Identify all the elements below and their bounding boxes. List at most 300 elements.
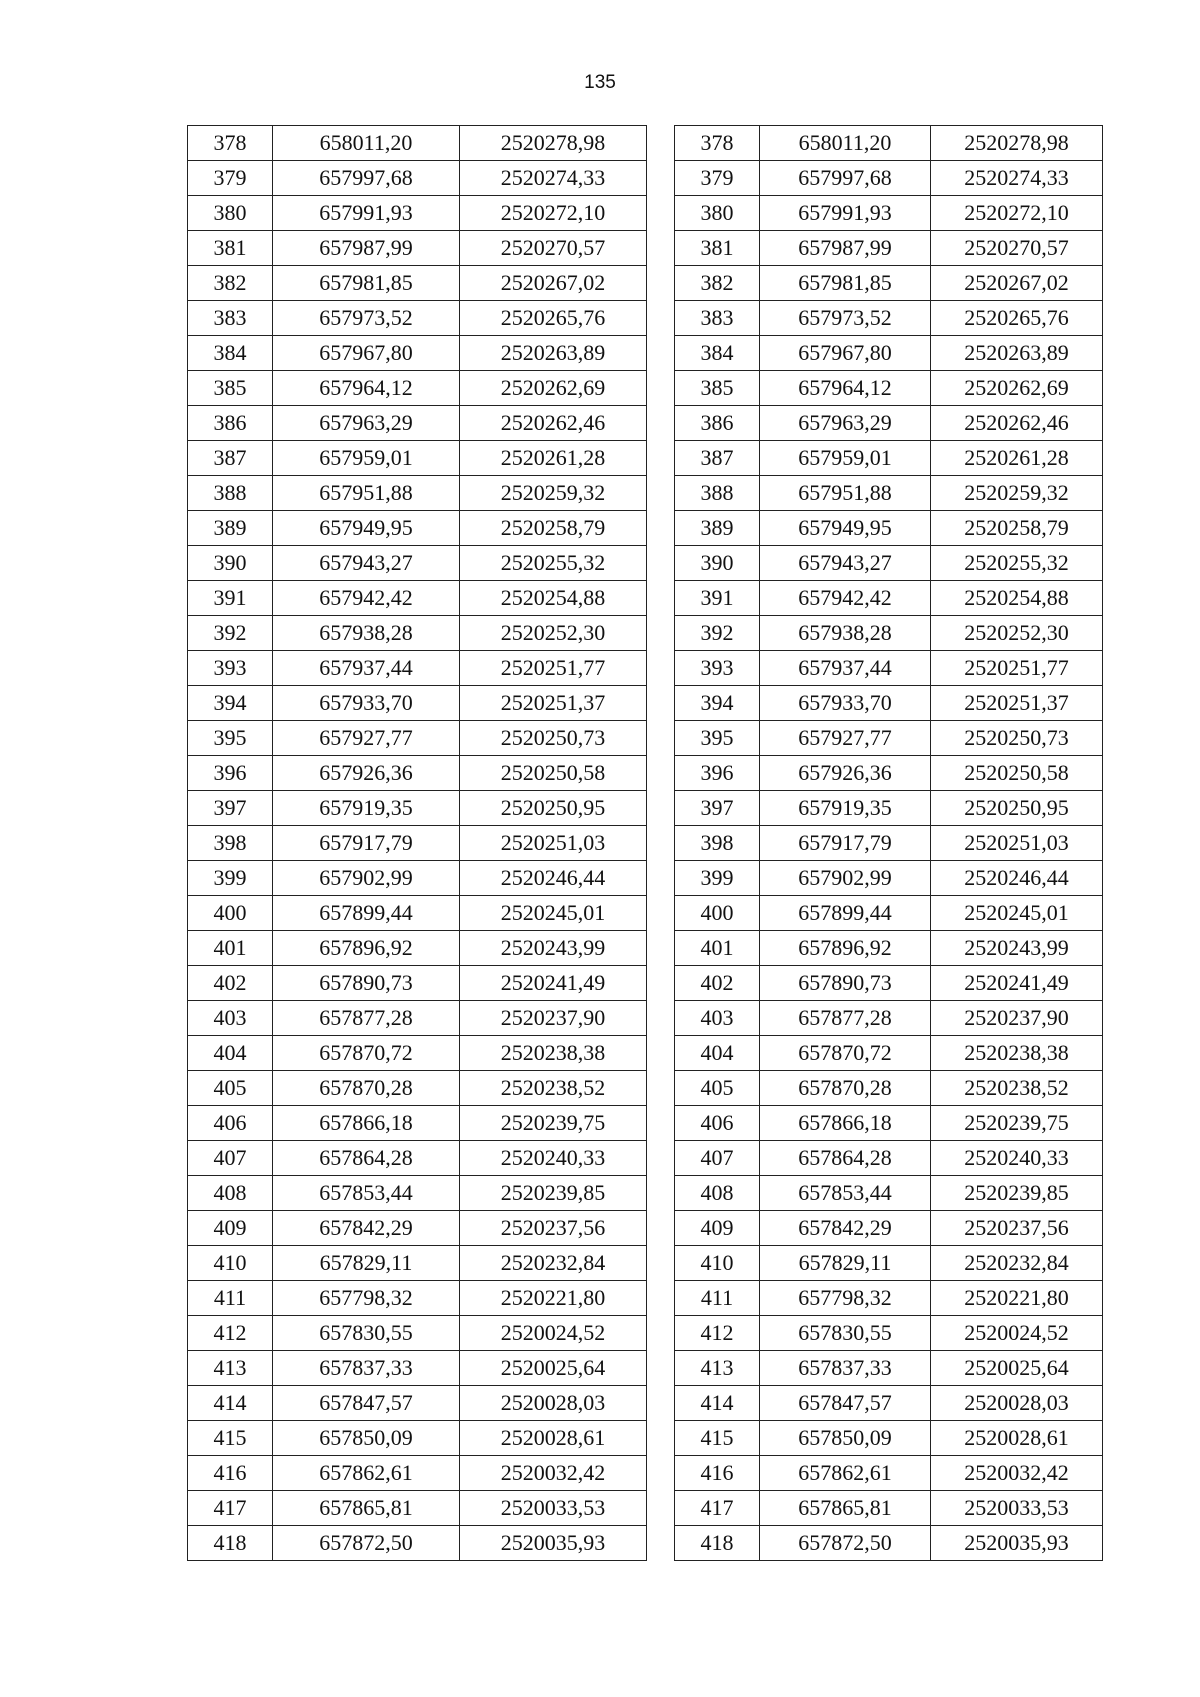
x-coordinate-cell: 657987,99 [273,231,460,266]
point-number-cell: 410 [675,1246,760,1281]
point-number-cell: 398 [188,826,273,861]
y-coordinate-cell: 2520241,49 [460,966,647,1001]
point-number-cell: 396 [675,756,760,791]
table-row [188,441,647,476]
point-number-cell: 413 [188,1351,273,1386]
x-coordinate-cell: 657937,44 [760,651,931,686]
y-coordinate-cell: 2520246,44 [460,861,647,896]
y-coordinate-cell: 2520033,53 [931,1491,1103,1526]
y-coordinate-cell: 2520258,79 [460,511,647,546]
y-coordinate-cell: 2520250,73 [931,721,1103,756]
table-row [188,161,647,196]
x-coordinate-cell: 657917,79 [273,826,460,861]
y-coordinate-cell: 2520240,33 [460,1141,647,1176]
table-row [675,1316,1103,1351]
x-coordinate-cell: 657870,28 [760,1071,931,1106]
point-number-cell: 417 [188,1491,273,1526]
table-row [675,196,1103,231]
point-number-cell: 417 [675,1491,760,1526]
y-coordinate-cell: 2520261,28 [460,441,647,476]
y-coordinate-cell: 2520251,37 [460,686,647,721]
point-number-cell: 380 [675,196,760,231]
point-number-cell: 411 [188,1281,273,1316]
table-row [675,581,1103,616]
y-coordinate-cell: 2520232,84 [931,1246,1103,1281]
x-coordinate-cell: 657997,68 [273,161,460,196]
x-coordinate-cell: 657896,92 [273,931,460,966]
y-coordinate-cell: 2520251,37 [931,686,1103,721]
y-coordinate-cell: 2520262,46 [460,406,647,441]
point-number-cell: 409 [188,1211,273,1246]
table-row [188,1456,647,1491]
table-row [675,441,1103,476]
table-row [188,1106,647,1141]
point-number-cell: 415 [188,1421,273,1456]
x-coordinate-cell: 657937,44 [273,651,460,686]
point-number-cell: 381 [675,231,760,266]
y-coordinate-cell: 2520237,56 [460,1211,647,1246]
table-row [188,1316,647,1351]
table-row [675,651,1103,686]
x-coordinate-cell: 657973,52 [273,301,460,336]
table-row [188,1421,647,1456]
x-coordinate-cell: 657870,28 [273,1071,460,1106]
x-coordinate-cell: 657926,36 [760,756,931,791]
point-number-cell: 387 [188,441,273,476]
y-coordinate-cell: 2520240,33 [931,1141,1103,1176]
point-number-cell: 415 [675,1421,760,1456]
x-coordinate-cell: 657933,70 [760,686,931,721]
y-coordinate-cell: 2520270,57 [931,231,1103,266]
y-coordinate-cell: 2520243,99 [931,931,1103,966]
y-coordinate-cell: 2520255,32 [931,546,1103,581]
y-coordinate-cell: 2520239,85 [931,1176,1103,1211]
table-row [675,1036,1103,1071]
point-number-cell: 414 [675,1386,760,1421]
y-coordinate-cell: 2520254,88 [931,581,1103,616]
table-row [675,1351,1103,1386]
point-number-cell: 386 [188,406,273,441]
point-number-cell: 382 [188,266,273,301]
table-row [188,1001,647,1036]
table-row [675,1386,1103,1421]
point-number-cell: 418 [188,1526,273,1561]
x-coordinate-cell: 657850,09 [273,1421,460,1456]
y-coordinate-cell: 2520238,52 [931,1071,1103,1106]
y-coordinate-cell: 2520033,53 [460,1491,647,1526]
table-row [675,126,1103,161]
table-row [675,826,1103,861]
table-row [188,896,647,931]
point-number-cell: 395 [675,721,760,756]
x-coordinate-cell: 657927,77 [273,721,460,756]
table-row [675,756,1103,791]
point-number-cell: 399 [675,861,760,896]
point-number-cell: 389 [188,511,273,546]
y-coordinate-cell: 2520259,32 [931,476,1103,511]
x-coordinate-cell: 657847,57 [760,1386,931,1421]
x-coordinate-cell: 657870,72 [760,1036,931,1071]
x-coordinate-cell: 657967,80 [760,336,931,371]
table-row [675,511,1103,546]
point-number-cell: 402 [675,966,760,1001]
y-coordinate-cell: 2520278,98 [931,126,1103,161]
table-row [675,1491,1103,1526]
y-coordinate-cell: 2520221,80 [460,1281,647,1316]
x-coordinate-cell: 657951,88 [760,476,931,511]
x-coordinate-cell: 657798,32 [760,1281,931,1316]
point-number-cell: 388 [188,476,273,511]
y-coordinate-cell: 2520028,61 [931,1421,1103,1456]
x-coordinate-cell: 657943,27 [273,546,460,581]
x-coordinate-cell: 657919,35 [760,791,931,826]
x-coordinate-cell: 657829,11 [273,1246,460,1281]
point-number-cell: 387 [675,441,760,476]
x-coordinate-cell: 657890,73 [273,966,460,1001]
x-coordinate-cell: 657798,32 [273,1281,460,1316]
x-coordinate-cell: 657959,01 [760,441,931,476]
table-row [188,511,647,546]
point-number-cell: 403 [188,1001,273,1036]
table-row [188,861,647,896]
x-coordinate-cell: 657981,85 [273,266,460,301]
x-coordinate-cell: 657899,44 [273,896,460,931]
table-row [675,1456,1103,1491]
point-number-cell: 390 [188,546,273,581]
x-coordinate-cell: 657917,79 [760,826,931,861]
table-row [188,196,647,231]
table-row [188,266,647,301]
x-coordinate-cell: 657991,93 [760,196,931,231]
y-coordinate-cell: 2520258,79 [931,511,1103,546]
x-coordinate-cell: 658011,20 [760,126,931,161]
point-number-cell: 404 [188,1036,273,1071]
table-row [188,1281,647,1316]
y-coordinate-cell: 2520221,80 [931,1281,1103,1316]
x-coordinate-cell: 657949,95 [760,511,931,546]
x-coordinate-cell: 657938,28 [273,616,460,651]
table-row [675,1071,1103,1106]
point-number-cell: 378 [188,126,273,161]
x-coordinate-cell: 657938,28 [760,616,931,651]
point-number-cell: 399 [188,861,273,896]
y-coordinate-cell: 2520237,56 [931,1211,1103,1246]
y-coordinate-cell: 2520238,38 [931,1036,1103,1071]
y-coordinate-cell: 2520250,95 [460,791,647,826]
table-row [188,1211,647,1246]
table-row [675,1141,1103,1176]
point-number-cell: 405 [675,1071,760,1106]
table-row [188,826,647,861]
table-row [675,1246,1103,1281]
point-number-cell: 409 [675,1211,760,1246]
y-coordinate-cell: 2520239,75 [460,1106,647,1141]
point-number-cell: 390 [675,546,760,581]
x-coordinate-cell: 657872,50 [760,1526,931,1561]
point-number-cell: 394 [675,686,760,721]
x-coordinate-cell: 657942,42 [273,581,460,616]
point-number-cell: 392 [675,616,760,651]
y-coordinate-cell: 2520239,75 [931,1106,1103,1141]
table-row [188,1246,647,1281]
y-coordinate-cell: 2520262,69 [931,371,1103,406]
y-coordinate-cell: 2520024,52 [460,1316,647,1351]
x-coordinate-cell: 657959,01 [273,441,460,476]
y-coordinate-cell: 2520261,28 [931,441,1103,476]
y-coordinate-cell: 2520035,93 [931,1526,1103,1561]
x-coordinate-cell: 657864,28 [760,1141,931,1176]
y-coordinate-cell: 2520254,88 [460,581,647,616]
x-coordinate-cell: 657926,36 [273,756,460,791]
y-coordinate-cell: 2520025,64 [931,1351,1103,1386]
y-coordinate-cell: 2520241,49 [931,966,1103,1001]
point-number-cell: 379 [675,161,760,196]
y-coordinate-cell: 2520032,42 [460,1456,647,1491]
point-number-cell: 383 [675,301,760,336]
x-coordinate-cell: 657942,42 [760,581,931,616]
y-coordinate-cell: 2520028,03 [460,1386,647,1421]
x-coordinate-cell: 657949,95 [273,511,460,546]
table-row [188,371,647,406]
y-coordinate-cell: 2520250,73 [460,721,647,756]
table-row [675,931,1103,966]
point-number-cell: 400 [675,896,760,931]
table-row [188,931,647,966]
x-coordinate-cell: 657964,12 [760,371,931,406]
y-coordinate-cell: 2520028,03 [931,1386,1103,1421]
table-row [675,546,1103,581]
x-coordinate-cell: 657991,93 [273,196,460,231]
point-number-cell: 391 [188,581,273,616]
point-number-cell: 392 [188,616,273,651]
y-coordinate-cell: 2520267,02 [460,266,647,301]
point-number-cell: 379 [188,161,273,196]
x-coordinate-cell: 657919,35 [273,791,460,826]
x-coordinate-cell: 657842,29 [273,1211,460,1246]
y-coordinate-cell: 2520245,01 [931,896,1103,931]
y-coordinate-cell: 2520239,85 [460,1176,647,1211]
table-row [188,301,647,336]
x-coordinate-cell: 657963,29 [273,406,460,441]
point-number-cell: 416 [675,1456,760,1491]
x-coordinate-cell: 657902,99 [760,861,931,896]
point-number-cell: 385 [675,371,760,406]
y-coordinate-cell: 2520251,77 [931,651,1103,686]
table-row [675,301,1103,336]
table-row [188,126,647,161]
table-row [675,861,1103,896]
x-coordinate-cell: 657870,72 [273,1036,460,1071]
x-coordinate-cell: 657866,18 [760,1106,931,1141]
point-number-cell: 404 [675,1036,760,1071]
x-coordinate-cell: 657997,68 [760,161,931,196]
point-number-cell: 383 [188,301,273,336]
point-number-cell: 410 [188,1246,273,1281]
point-number-cell: 403 [675,1001,760,1036]
x-coordinate-cell: 657842,29 [760,1211,931,1246]
y-coordinate-cell: 2520255,32 [460,546,647,581]
x-coordinate-cell: 657981,85 [760,266,931,301]
y-coordinate-cell: 2520262,69 [460,371,647,406]
table-row [675,1001,1103,1036]
point-number-cell: 397 [675,791,760,826]
point-number-cell: 378 [675,126,760,161]
x-coordinate-cell: 657973,52 [760,301,931,336]
point-number-cell: 388 [675,476,760,511]
point-number-cell: 408 [188,1176,273,1211]
y-coordinate-cell: 2520245,01 [460,896,647,931]
table-row [188,966,647,1001]
y-coordinate-cell: 2520035,93 [460,1526,647,1561]
x-coordinate-cell: 657899,44 [760,896,931,931]
point-number-cell: 396 [188,756,273,791]
table-row [675,721,1103,756]
table-row [675,266,1103,301]
table-row [188,686,647,721]
table-row [675,616,1103,651]
point-number-cell: 401 [188,931,273,966]
y-coordinate-cell: 2520265,76 [931,301,1103,336]
y-coordinate-cell: 2520243,99 [460,931,647,966]
table-row [188,476,647,511]
y-coordinate-cell: 2520274,33 [931,161,1103,196]
y-coordinate-cell: 2520250,95 [931,791,1103,826]
coordinates-table-body [675,126,1103,1561]
table-row [675,1106,1103,1141]
y-coordinate-cell: 2520232,84 [460,1246,647,1281]
x-coordinate-cell: 657963,29 [760,406,931,441]
y-coordinate-cell: 2520267,02 [931,266,1103,301]
x-coordinate-cell: 657890,73 [760,966,931,1001]
y-coordinate-cell: 2520265,76 [460,301,647,336]
y-coordinate-cell: 2520028,61 [460,1421,647,1456]
point-number-cell: 414 [188,1386,273,1421]
point-number-cell: 385 [188,371,273,406]
table-row [675,1176,1103,1211]
y-coordinate-cell: 2520237,90 [931,1001,1103,1036]
point-number-cell: 418 [675,1526,760,1561]
x-coordinate-cell: 657987,99 [760,231,931,266]
point-number-cell: 411 [675,1281,760,1316]
table-row [188,1071,647,1106]
table-row [188,1176,647,1211]
point-number-cell: 405 [188,1071,273,1106]
page-number: 135 [584,72,616,93]
x-coordinate-cell: 657853,44 [273,1176,460,1211]
y-coordinate-cell: 2520251,77 [460,651,647,686]
table-row [675,966,1103,1001]
y-coordinate-cell: 2520259,32 [460,476,647,511]
table-row [188,581,647,616]
x-coordinate-cell: 657865,81 [273,1491,460,1526]
y-coordinate-cell: 2520237,90 [460,1001,647,1036]
point-number-cell: 406 [675,1106,760,1141]
point-number-cell: 412 [675,1316,760,1351]
y-coordinate-cell: 2520270,57 [460,231,647,266]
table-row [675,476,1103,511]
x-coordinate-cell: 658011,20 [273,126,460,161]
table-row [675,686,1103,721]
point-number-cell: 398 [675,826,760,861]
point-number-cell: 407 [188,1141,273,1176]
y-coordinate-cell: 2520250,58 [460,756,647,791]
point-number-cell: 386 [675,406,760,441]
table-row [675,406,1103,441]
table-row [675,231,1103,266]
point-number-cell: 381 [188,231,273,266]
x-coordinate-cell: 657967,80 [273,336,460,371]
table-row [188,791,647,826]
y-coordinate-cell: 2520251,03 [460,826,647,861]
point-number-cell: 380 [188,196,273,231]
table-row [188,756,647,791]
point-number-cell: 413 [675,1351,760,1386]
x-coordinate-cell: 657877,28 [760,1001,931,1036]
table-row [188,1036,647,1071]
point-number-cell: 391 [675,581,760,616]
point-number-cell: 393 [675,651,760,686]
table-row [188,336,647,371]
point-number-cell: 400 [188,896,273,931]
table-row [188,1351,647,1386]
table-row [675,791,1103,826]
y-coordinate-cell: 2520274,33 [460,161,647,196]
table-row [188,1386,647,1421]
table-row [188,1526,647,1561]
y-coordinate-cell: 2520262,46 [931,406,1103,441]
y-coordinate-cell: 2520246,44 [931,861,1103,896]
table-row [675,336,1103,371]
coordinates-table-body [188,126,647,1561]
x-coordinate-cell: 657830,55 [760,1316,931,1351]
y-coordinate-cell: 2520278,98 [460,126,647,161]
y-coordinate-cell: 2520252,30 [931,616,1103,651]
table-row [675,161,1103,196]
y-coordinate-cell: 2520252,30 [460,616,647,651]
table-row [188,546,647,581]
point-number-cell: 384 [188,336,273,371]
point-number-cell: 412 [188,1316,273,1351]
table-row [675,896,1103,931]
point-number-cell: 382 [675,266,760,301]
point-number-cell: 401 [675,931,760,966]
point-number-cell: 407 [675,1141,760,1176]
x-coordinate-cell: 657853,44 [760,1176,931,1211]
x-coordinate-cell: 657837,33 [273,1351,460,1386]
x-coordinate-cell: 657830,55 [273,1316,460,1351]
y-coordinate-cell: 2520250,58 [931,756,1103,791]
table-row [675,1211,1103,1246]
table-row [675,1421,1103,1456]
y-coordinate-cell: 2520272,10 [460,196,647,231]
x-coordinate-cell: 657829,11 [760,1246,931,1281]
coordinates-table-left [187,125,647,1561]
table-row [188,616,647,651]
point-number-cell: 384 [675,336,760,371]
x-coordinate-cell: 657951,88 [273,476,460,511]
y-coordinate-cell: 2520263,89 [931,336,1103,371]
table-row [675,1281,1103,1316]
table-row [675,1526,1103,1561]
point-number-cell: 393 [188,651,273,686]
point-number-cell: 406 [188,1106,273,1141]
x-coordinate-cell: 657877,28 [273,1001,460,1036]
point-number-cell: 402 [188,966,273,1001]
x-coordinate-cell: 657865,81 [760,1491,931,1526]
x-coordinate-cell: 657943,27 [760,546,931,581]
table-row [188,231,647,266]
point-number-cell: 395 [188,721,273,756]
